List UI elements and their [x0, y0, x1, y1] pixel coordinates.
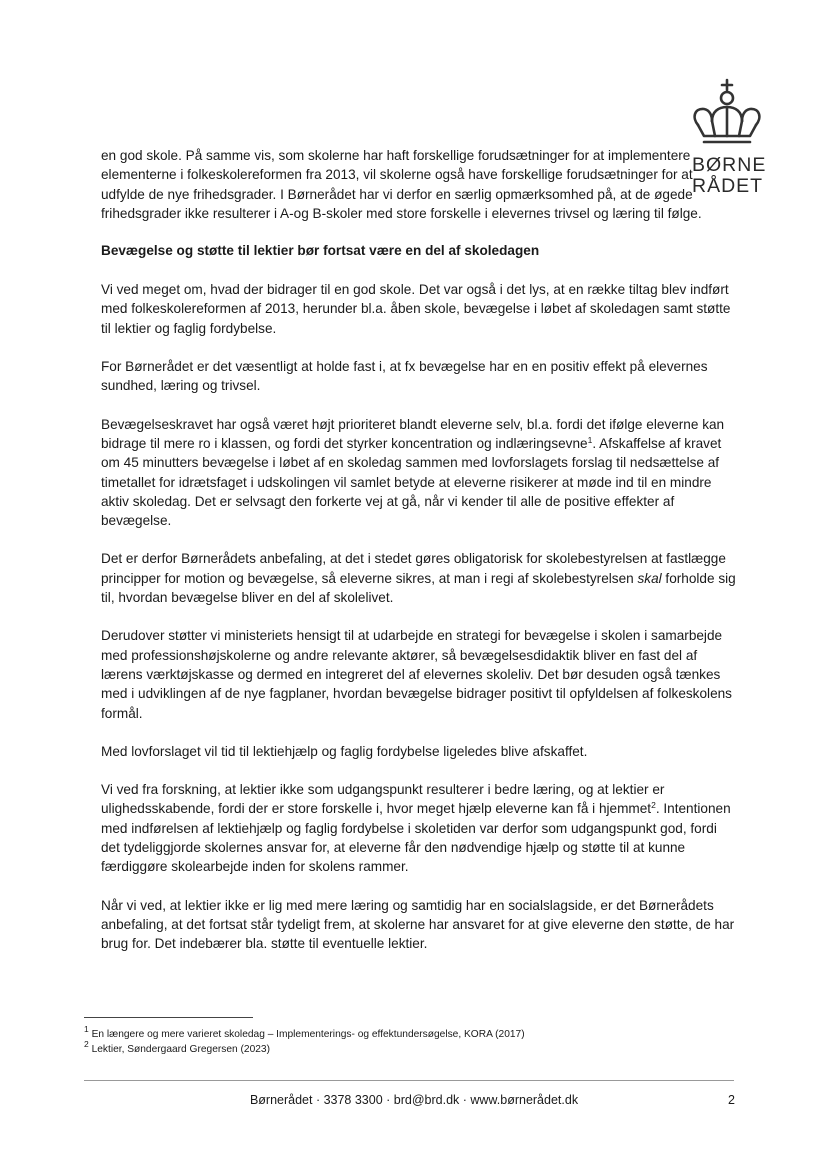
paragraph-7: Vi ved fra forskning, at lektier ikke som udgangspunkt resulterer i bedre læring, og at lektier er ulighedsskabende, fordi der er store forskelle i, hvor meget hjælp eleverne kan få i hjemmet$^2$. Intentionen med indførelsen af lektiehjælp og faglig fordybelse i skoletiden var derfor som udgangspunkt god, fordi det tydeliggjorde skolernes ansvar for, at eleverne får den nødvendige hjælp og støtte til at kunne færdiggøre skolearbejde inden for skolens rammer.	[101, 782, 731, 875]
page-number: 2	[728, 1093, 735, 1107]
footer-contact: Børnerådet · 3378 3300 · brd@brd.dk · www.børnerådet.dk	[249, 1093, 579, 1107]
footer-divider	[84, 1080, 734, 1081]
paragraph-4: Det er derfor Børnerådets anbefaling, at det i stedet gøres obligatorisk for skolebestyrelsen at fastlægge principper for motion og bevægelse, så eleverne sikres, at man i regi af skolebestyrelsen skal forholde sig til, hvordan bevægelse bliver en del af skolelivet.	[101, 551, 736, 606]
paragraph-8: Når vi ved, at lektier ikke er lig med mere læring og samtidig har en socialslagside, er det Børnerådets anbefaling, at det fortsat står tydeligt frem, at skolerne har ansvaret for at give eleverne den støtte, de har brug for. Det indebærer bla. støtte til eventuelle lektier.	[101, 897, 735, 952]
logo-line-1: BØRNE	[692, 154, 767, 176]
footnote-1: $^1$ En længere og mere varieret skoledag – Implementerings- og effektundersøgelse, KORA (2017)	[84, 1024, 525, 1040]
paragraph-6: Med lovforslaget vil tid til lektiehjælp og faglig fordybelse ligeledes blive afskaffet.	[101, 743, 588, 759]
footnotes	[84, 1024, 525, 1057]
paragraph-1: Vi ved meget om, hvad der bidrager til en god skole. Det var også i det lys, at en række tiltag blev indført med folkeskolereformen af 2013, herunder bl.a. åben skole, bevægelse i løbet af skoledagen samt støtte til lektier og faglig fordybelse.	[101, 282, 731, 336]
letter-body	[101, 146, 737, 973]
footnote-ref-1: 1	[587, 434, 593, 445]
section-heading: Bevægelse og støtte til lektier bør fortsat være en del af skoledagen	[101, 243, 540, 259]
footnote-divider	[84, 1017, 253, 1018]
footnote-ref-2: 2	[651, 800, 656, 811]
emphasis-skal: skal	[637, 570, 662, 586]
footnote-2: $^2$ Lektier, Søndergaard Gregersen (2023)	[84, 1039, 270, 1055]
logo-line-2: RÅDET	[692, 175, 764, 197]
paragraph-intro: en god skole. På samme vis, som skolerne har haft forskellige forudsætninger for at implementere elementerne i folkeskolereformen fra 2013, vil skolerne også have forskellige forudsætninger for at udfylde de nye frihedsgrader. I Børnerådet har vi derfor en særlig opmærksomhed på, at de øgede frihedsgrader ikke resulterer i A-og B-skoler med store forskelle i elevernes trivsel og læring til følge.	[101, 148, 702, 221]
paragraph-2: For Børnerådet er det væsentligt at holde fast i, at fx bevægelse har en en positiv effekt på elevernes sundhed, læring og trivsel.	[101, 359, 708, 394]
paragraph-3: Bevægelseskravet har også været højt prioriteret blandt eleverne selv, bl.a. fordi det ifølge eleverne kan bidrage til mere ro i klassen, og fordi det styrker koncentration og indlæringsevne$^1$. Afskaffelse af kravet om 45 minutters bevægelse i løbet af en skoledag sammen med lovforslagets forslag til nedsættelse af timetallet for idrætsfaget i udskolingen vil samlet betyde at eleverne risikerer at møde ind til en mindre aktiv skoledag. Det er selvsagt den forkerte vej at gå, når vi kender til alle de positive effekter af bevægelse.	[101, 416, 725, 529]
paragraph-5: Derudover støtter vi ministeriets hensigt til at udarbejde en strategi for bevægelse i skolen i samarbejde med professionshøjskolerne og andre relevante aktører, så bevægelsesdidaktik bliver en fast del af lærens værktøjskasse og dermed en integreret del af elevernes skoleliv. Det bør desuden også tænkes med i udviklingen af de nye fagplaner, hvordan bevægelse bidrager positivt til opfyldelsen af folkeskolens formål.	[101, 628, 732, 721]
